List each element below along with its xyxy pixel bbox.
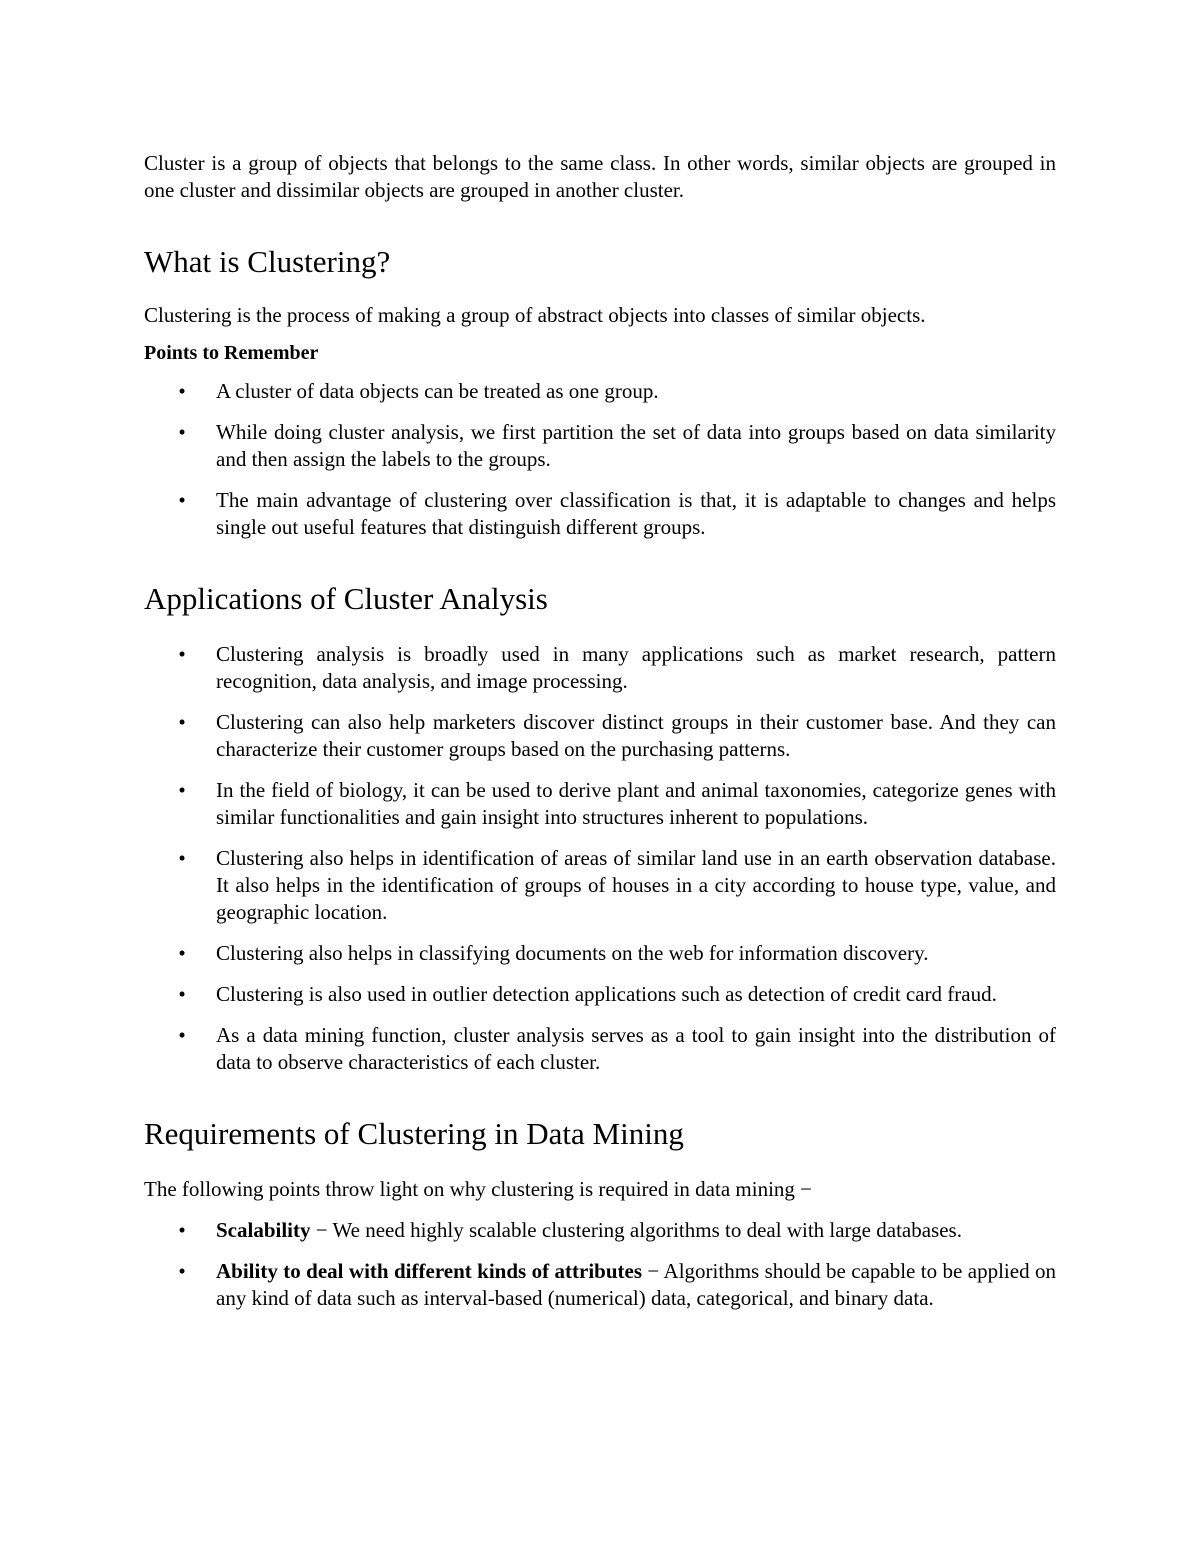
list-item — [144, 1217, 1056, 1244]
list-item — [144, 1022, 1056, 1076]
heading-requirements: Requirements of Clustering in Data Mining — [144, 1116, 684, 1151]
requirement-term: Scalability — [216, 1218, 311, 1242]
bullet-icon: • — [178, 379, 186, 403]
points-list — [144, 378, 1056, 541]
heading-applications: Applications of Cluster Analysis — [144, 581, 548, 616]
list-item — [144, 419, 1056, 473]
list-item — [144, 487, 1056, 541]
list-item — [144, 1258, 1056, 1312]
list-item — [144, 981, 1056, 1008]
requirement-term: Ability to deal with different kinds of attributes — [216, 1259, 643, 1283]
heading-what-is-clustering: What is Clustering? — [144, 244, 391, 279]
list-item-text: Clustering also helps in identification of areas of similar land use in an earth observation database. It also helps in the identification of groups of houses in a city according to house type, value, and geographic location. — [216, 846, 1056, 924]
bullet-icon: • — [178, 488, 186, 512]
list-item-text: While doing cluster analysis, we first partition the set of data into groups based on data similarity and then assign the labels to the groups. — [216, 420, 1056, 471]
points-to-remember-title: Points to Remember — [144, 342, 319, 364]
bullet-icon: • — [178, 1023, 186, 1047]
bullet-icon: • — [178, 1218, 186, 1242]
requirements-list — [144, 1217, 1056, 1312]
bullet-icon: • — [178, 778, 186, 802]
list-item — [144, 378, 1056, 405]
bullet-icon: • — [178, 982, 186, 1006]
bullet-icon: • — [178, 1259, 186, 1283]
list-item — [144, 709, 1056, 763]
clustering-definition: Clustering is the process of making a group of abstract objects into classes of similar objects. — [144, 303, 926, 327]
requirements-intro: The following points throw light on why clustering is required in data mining − — [144, 1177, 813, 1201]
list-item-text: A cluster of data objects can be treated as one group. — [216, 379, 659, 403]
intro-paragraph: Cluster is a group of objects that belongs to the same class. In other words, similar objects are grouped in one cluster and dissimilar objects are grouped in another cluster. — [144, 151, 1056, 202]
list-item-text: Clustering also helps in classifying documents on the web for information discovery. — [216, 941, 929, 965]
bullet-icon: • — [178, 941, 186, 965]
list-item-text: The main advantage of clustering over classification is that, it is adaptable to changes and helps single out useful features that distinguish different groups. — [216, 488, 1056, 539]
list-item-text: In the field of biology, it can be used to derive plant and animal taxonomies, categorize genes with similar functionalities and gain insight into structures inherent to populations. — [216, 778, 1056, 829]
bullet-icon: • — [178, 642, 186, 666]
applications-list — [144, 641, 1056, 1076]
requirement-text: − Algorithms should be capable to be applied on any kind of data such as interval-based (numerical) data, categorical, and binary data. — [216, 1259, 1056, 1310]
bullet-icon: • — [178, 420, 186, 444]
bullet-icon: • — [178, 710, 186, 734]
list-item-text: Clustering analysis is broadly used in many applications such as market research, pattern recognition, data analysis, and image processing. — [216, 642, 1056, 693]
document-page — [144, 150, 1056, 1326]
list-item — [144, 777, 1056, 831]
list-item — [144, 940, 1056, 967]
requirement-text: − We need highly scalable clustering algorithms to deal with large databases. — [310, 1218, 962, 1242]
list-item — [144, 641, 1056, 695]
list-item-text: Clustering is also used in outlier detection applications such as detection of credit card fraud. — [216, 982, 997, 1006]
bullet-icon: • — [178, 846, 186, 870]
list-item-text: Clustering can also help marketers discover distinct groups in their customer base. And they can characterize their customer groups based on the purchasing patterns. — [216, 710, 1056, 761]
list-item — [144, 845, 1056, 926]
list-item-text: As a data mining function, cluster analysis serves as a tool to gain insight into the distribution of data to observe characteristics of each cluster. — [216, 1023, 1056, 1074]
